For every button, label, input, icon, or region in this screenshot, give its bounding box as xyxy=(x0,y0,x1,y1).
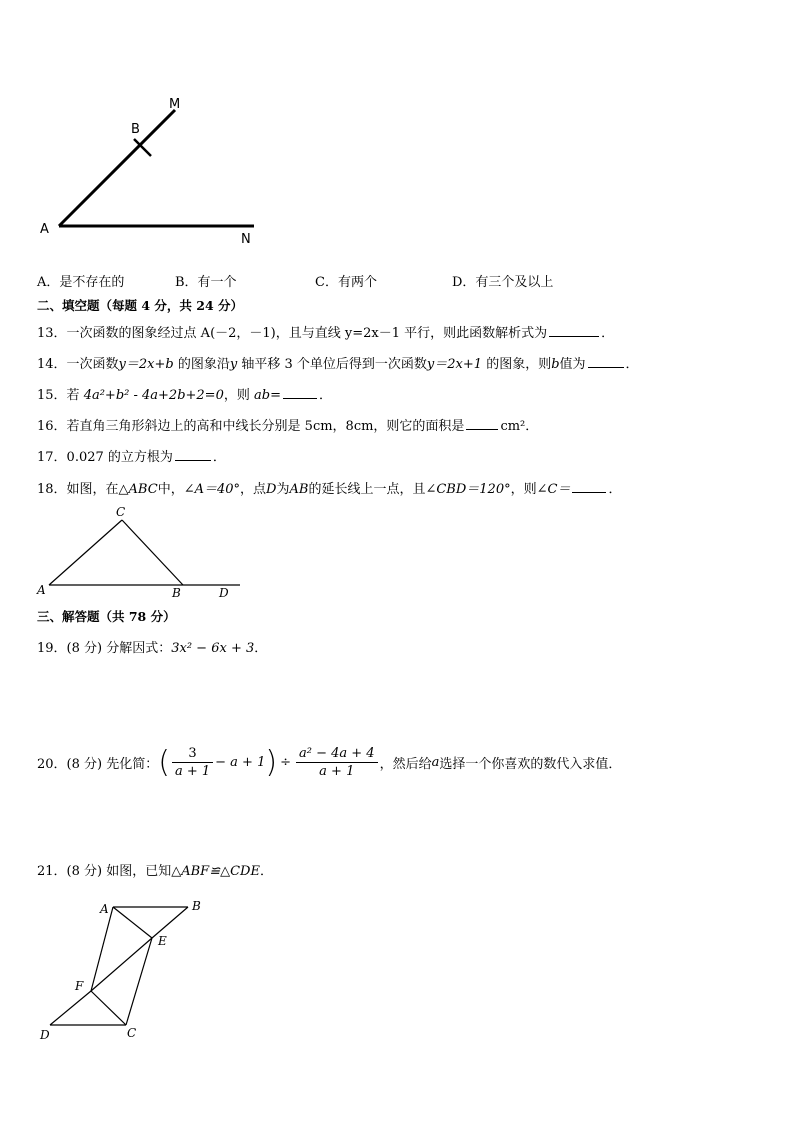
q18-angle-cbd: ∠CBD＝120° xyxy=(425,482,511,497)
q20-right-paren: ) xyxy=(265,744,278,780)
q20-minus-part: − a + 1 xyxy=(215,754,266,770)
option-b: B．有一个 xyxy=(175,275,237,290)
q18-mid1: 中， xyxy=(157,482,184,497)
q18-tri: △ABC xyxy=(118,482,158,497)
q21-end: ． xyxy=(259,864,273,879)
option-a: A．是不存在的 xyxy=(37,275,125,290)
q20-fraction-2 xyxy=(296,745,378,780)
segment-ec xyxy=(126,938,152,1025)
q18-end: ． xyxy=(608,482,622,497)
q18-answer-blank[interactable] xyxy=(572,479,606,493)
q19-prefix: 19．(8 分) 分解因式： xyxy=(37,641,172,656)
segment-af xyxy=(91,907,113,991)
fig18-label-c: C xyxy=(116,505,126,519)
q14-end: ． xyxy=(625,357,639,372)
q17-text: 17．0.027 的立方根为 xyxy=(37,450,173,465)
q18-mid4: 的延长线上一点，且 xyxy=(308,482,426,497)
q21-prefix: 21．(8 分) 如图，已知 xyxy=(37,864,172,879)
q13-text: 13．一次函数的图象经过点 A(－2，－1)，且与直线 y=2x－1 平行，则此函数解析式为 xyxy=(37,326,548,341)
q19-expr: 3x² − 6x + 3 xyxy=(171,641,255,656)
question-19 xyxy=(37,640,267,658)
fig21-label-d: D xyxy=(40,1028,50,1042)
question-15 xyxy=(37,385,332,405)
q18-prefix: 18．如图，在 xyxy=(37,482,119,497)
q13-end: ． xyxy=(601,326,615,341)
label-n: N xyxy=(241,232,251,247)
q18-point-d: D xyxy=(266,482,277,497)
ray-am xyxy=(59,110,175,226)
label-m: M xyxy=(169,97,181,112)
q20-var: a xyxy=(431,754,440,770)
fig18-label-b: B xyxy=(172,586,181,600)
q14-mid4: 值为 xyxy=(559,357,586,372)
question-17 xyxy=(37,447,226,467)
q20-frac2-num: a² − 4a + 4 xyxy=(296,745,378,763)
q14-num: 14．一次函数 xyxy=(37,357,119,372)
q14-expr2: y＝2x+1 xyxy=(426,357,483,372)
q17-end: ． xyxy=(212,450,226,465)
q14-expr1: y＝2x+b xyxy=(118,357,174,372)
q14-mid1: 的图象沿 xyxy=(177,357,230,372)
segment-cb xyxy=(122,520,183,585)
segment-ac xyxy=(49,520,122,585)
fig21-label-e: E xyxy=(158,934,167,948)
q16-text: 16．若直角三角形斜边上的高和中线长分别是 5cm，8cm，则它的面积是 xyxy=(37,419,465,434)
label-a: A xyxy=(40,222,49,237)
q21-expr: △ABF≌△CDE xyxy=(171,864,260,879)
q20-div: ÷ xyxy=(280,754,291,770)
q20-prefix: 20．(8 分) 先化简： xyxy=(37,756,159,772)
q18-angle-a: ∠A＝40° xyxy=(183,482,241,497)
q20-suffix-1: ，然后给 xyxy=(379,756,432,772)
q18-mid5: ，则 xyxy=(510,482,537,497)
q20-frac1-den: a + 1 xyxy=(174,763,211,779)
q15-mid: ，则 xyxy=(223,388,250,403)
q19-end: ． xyxy=(254,641,268,656)
q17-answer-blank[interactable] xyxy=(175,447,211,461)
question-14 xyxy=(37,354,639,374)
figure-angle-man xyxy=(30,90,280,250)
question-20 xyxy=(37,738,621,786)
q13-answer-blank[interactable] xyxy=(549,323,599,337)
q16-answer-blank[interactable] xyxy=(466,416,498,430)
fig21-label-a: A xyxy=(100,902,109,916)
q14-var: b xyxy=(551,357,560,372)
option-d: D．有三个及以上 xyxy=(452,275,554,290)
q14-axis: y xyxy=(229,357,238,372)
q15-var: ab xyxy=(254,388,271,403)
q15-eq: = xyxy=(270,388,281,403)
q15-end: ． xyxy=(318,388,332,403)
figure-triangle-abc xyxy=(30,500,250,605)
q20-fraction-1 xyxy=(172,745,213,780)
option-c: C．有两个 xyxy=(315,275,377,290)
q15-prefix: 15．若 xyxy=(37,388,80,403)
segment-fe xyxy=(91,938,152,991)
q14-answer-blank[interactable] xyxy=(588,354,624,368)
q20-suffix-2: 选择一个你喜欢的数代入求值． xyxy=(439,756,622,772)
q20-frac2-den: a + 1 xyxy=(319,763,355,779)
fig21-label-c: C xyxy=(127,1026,137,1040)
label-b: B xyxy=(131,122,140,137)
figure-parallelogram xyxy=(35,895,215,1050)
q20-frac1-num: 3 xyxy=(172,745,213,763)
segment-ae xyxy=(113,907,152,938)
question-16 xyxy=(37,416,538,436)
section-2-title: 二、填空题（每题 4 分，共 24 分） xyxy=(37,298,244,313)
fig21-label-f: F xyxy=(75,979,84,993)
q16-unit: cm²． xyxy=(500,419,539,434)
segment-fc xyxy=(91,991,126,1025)
fig21-label-b: B xyxy=(192,899,201,913)
q20-left-paren: ( xyxy=(158,744,170,780)
fig18-label-d: D xyxy=(219,586,229,600)
q18-mid3: 为 xyxy=(276,482,290,497)
segment-fd xyxy=(50,991,91,1025)
q15-answer-blank[interactable] xyxy=(283,385,317,399)
q14-mid2: 轴平移 3 个单位后得到一次函数 xyxy=(241,357,427,372)
question-18 xyxy=(37,479,621,499)
question-21 xyxy=(37,863,273,881)
q18-ab: AB xyxy=(289,482,309,497)
section-3-title: 三、解答题（共 78 分） xyxy=(37,609,176,624)
question-13 xyxy=(37,323,614,343)
q18-mid2: ，点 xyxy=(240,482,267,497)
q14-mid3: 的图象，则 xyxy=(486,357,552,372)
q15-expr: 4a²+b² - 4a+2b+2=0 xyxy=(83,388,224,403)
q18-angle-c: ∠C＝ xyxy=(536,482,571,497)
fig18-label-a: A xyxy=(37,583,46,597)
